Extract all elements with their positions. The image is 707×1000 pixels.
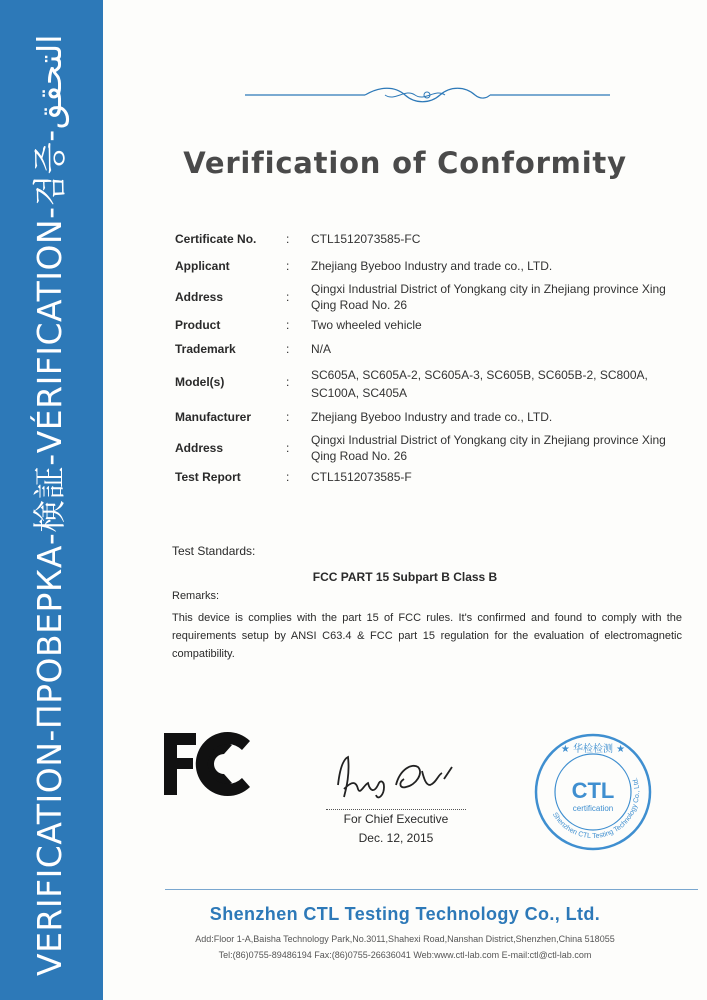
field-colon: :	[286, 318, 290, 332]
field-label: Test Report	[175, 470, 241, 484]
remarks-text: This device is complies with the part 15 of FCC rules. It's confirmed and found to comply with the requirements setup by ANSI C63.4 & FCC part 15 regulation for the evaluation of electromagnetic compatibility.	[172, 612, 682, 660]
svg-text:certification: certification	[572, 804, 614, 813]
footer-divider	[165, 889, 698, 890]
side-banner-text: VERIFICATION-ПРОВЕРКА-検証-VÉRIFICATION-검증-التحقق	[30, 34, 69, 976]
remarks-label: Remarks:	[172, 590, 220, 602]
field-colon: :	[286, 375, 290, 389]
field-colon: :	[286, 342, 290, 356]
field-value: SC605A, SC605A-2, SC605A-3, SC605B, SC605B-2, SC800A, SC100A, SC405A	[311, 368, 648, 400]
field-label: Applicant	[175, 259, 230, 273]
side-banner	[0, 0, 103, 1000]
field-value: Qingxi Industrial District of Yongkang city in Zhejiang province Xing Qing Road No. 26	[311, 433, 666, 463]
field-colon: :	[286, 259, 290, 273]
field-label: Trademark	[175, 342, 236, 356]
signature-date: Dec. 12, 2015	[358, 831, 434, 845]
field-label: Address	[175, 441, 224, 455]
field-label: Model(s)	[175, 375, 225, 389]
company-contact: Tel:(86)0755-89486194 Fax:(86)0755-26636041 Web:www.ctl-lab.com E-mail:ctl@ctl-lab.com	[218, 950, 592, 960]
field-label: Address	[175, 290, 224, 304]
svg-text:Shenzhen CTL Testing Technolog: Shenzhen CTL Testing Technology Co., Ltd.	[550, 776, 642, 841]
signature	[326, 745, 466, 805]
svg-text:★ 华检检测 ★: ★ 华检检测 ★	[560, 744, 626, 755]
field-value: Two wheeled vehicle	[311, 318, 422, 332]
field-value: Zhejiang Byeboo Industry and trade co., LTD.	[311, 259, 553, 273]
test-standard: FCC PART 15 Subpart B Class B	[312, 570, 498, 584]
company-name: Shenzhen CTL Testing Technology Co., Ltd.	[209, 904, 601, 924]
test-standards-label: Test Standards:	[172, 544, 256, 558]
signature-line	[326, 809, 466, 810]
field-label: Certificate No.	[175, 232, 257, 246]
field-colon: :	[286, 410, 290, 424]
field-label: Manufacturer	[175, 410, 252, 424]
field-value: Zhejiang Byeboo Industry and trade co., LTD.	[311, 410, 553, 424]
field-value: N/A	[311, 342, 332, 356]
title-ornament	[245, 84, 610, 106]
field-value: CTL1512073585-F	[311, 470, 412, 484]
field-colon: :	[286, 232, 290, 246]
field-value: CTL1512073585-FC	[311, 232, 421, 246]
svg-text:CTL: CTL	[571, 778, 615, 803]
fcc-logo	[162, 731, 254, 797]
company-address: Add:Floor 1-A,Baisha Technology Park,No.3011,Shahexi Road,Nanshan District,Shenzhen,China 518055	[195, 934, 615, 944]
document-title: Verification of Conformity	[183, 146, 627, 180]
field-colon: :	[286, 290, 290, 304]
ctl-stamp	[533, 732, 653, 852]
field-colon: :	[286, 470, 290, 484]
field-value: Qingxi Industrial District of Yongkang city in Zhejiang province Xing Qing Road No. 26	[311, 282, 666, 312]
signature-title: For Chief Executive	[343, 812, 449, 826]
field-colon: :	[286, 441, 290, 455]
field-label: Product	[175, 318, 221, 332]
